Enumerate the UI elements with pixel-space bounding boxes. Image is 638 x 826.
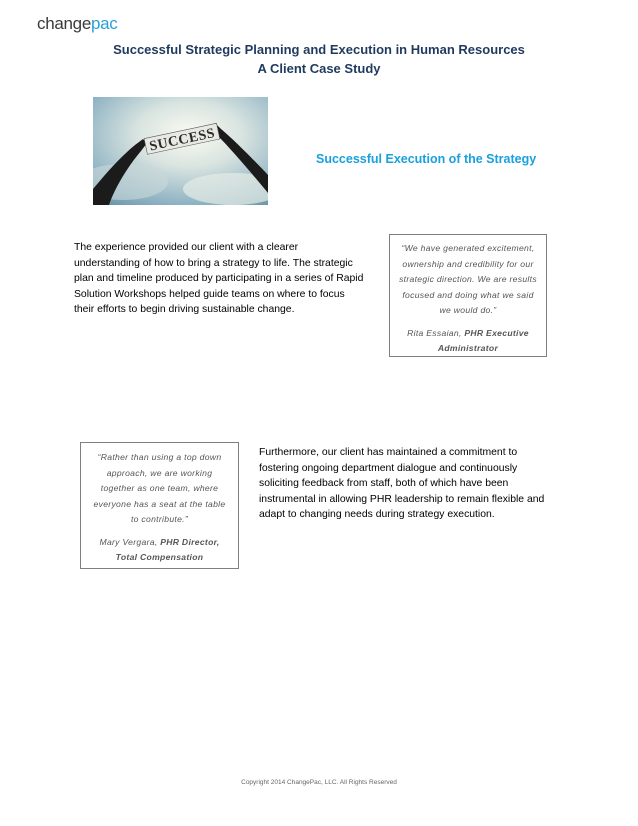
title-line-1: Successful Strategic Planning and Execution in Human Resources — [113, 42, 525, 57]
success-banner-text: SUCCESS — [148, 126, 217, 155]
title-line-2: A Client Case Study — [257, 61, 381, 76]
quote-1-name: Rita Essaian, — [407, 327, 465, 338]
quote-1-text: “We have generated excitement, ownership and credibility for our strategic direction. We are results focused and doing what we said we would do.” — [399, 243, 537, 315]
success-banner-illustration — [93, 97, 268, 205]
body-paragraph-2: Furthermore, our client has maintained a commitment to fostering ongoing department dialogue and continuously soliciting feedback from staff, both of which have been instrumental in allowing PHR leadership to remain flexible and adapt to changing needs during strategy execution. — [259, 447, 545, 521]
quote-2-role: PHR Director, Total Compensation — [115, 536, 220, 562]
document-title — [0, 40, 638, 78]
quote-2-text: “Rather than using a top down approach, we are working together as one team, where everyone has a seat at the table to contribute.” — [93, 452, 226, 524]
body-paragraph-1: The experience provided our client with a clearer understanding of how to bring a strategy to life. The strategic plan and timeline produced by participating in a series of Rapid Solution Workshops helped guide teams on where to focus their efforts to begin driving sustainable change. — [74, 242, 364, 316]
testimonial-quote-1 — [389, 234, 547, 357]
section-heading: Successful Execution of the Strategy — [316, 152, 537, 166]
hero-image — [93, 97, 268, 205]
quote-2-name: Mary Vergara, — [99, 536, 161, 547]
quote-2-attribution — [89, 535, 230, 565]
quote-1-role: PHR Executive Administrator — [437, 327, 529, 353]
logo-wordmark — [37, 15, 127, 33]
logo-word-main: change — [37, 14, 91, 33]
quote-1-attribution — [398, 326, 538, 356]
testimonial-quote-2 — [80, 442, 239, 569]
copyright-footer: Copyright 2014 ChangePac, LLC. All Rights Reserved — [241, 779, 397, 786]
logo-word-accent: pac — [90, 14, 118, 33]
